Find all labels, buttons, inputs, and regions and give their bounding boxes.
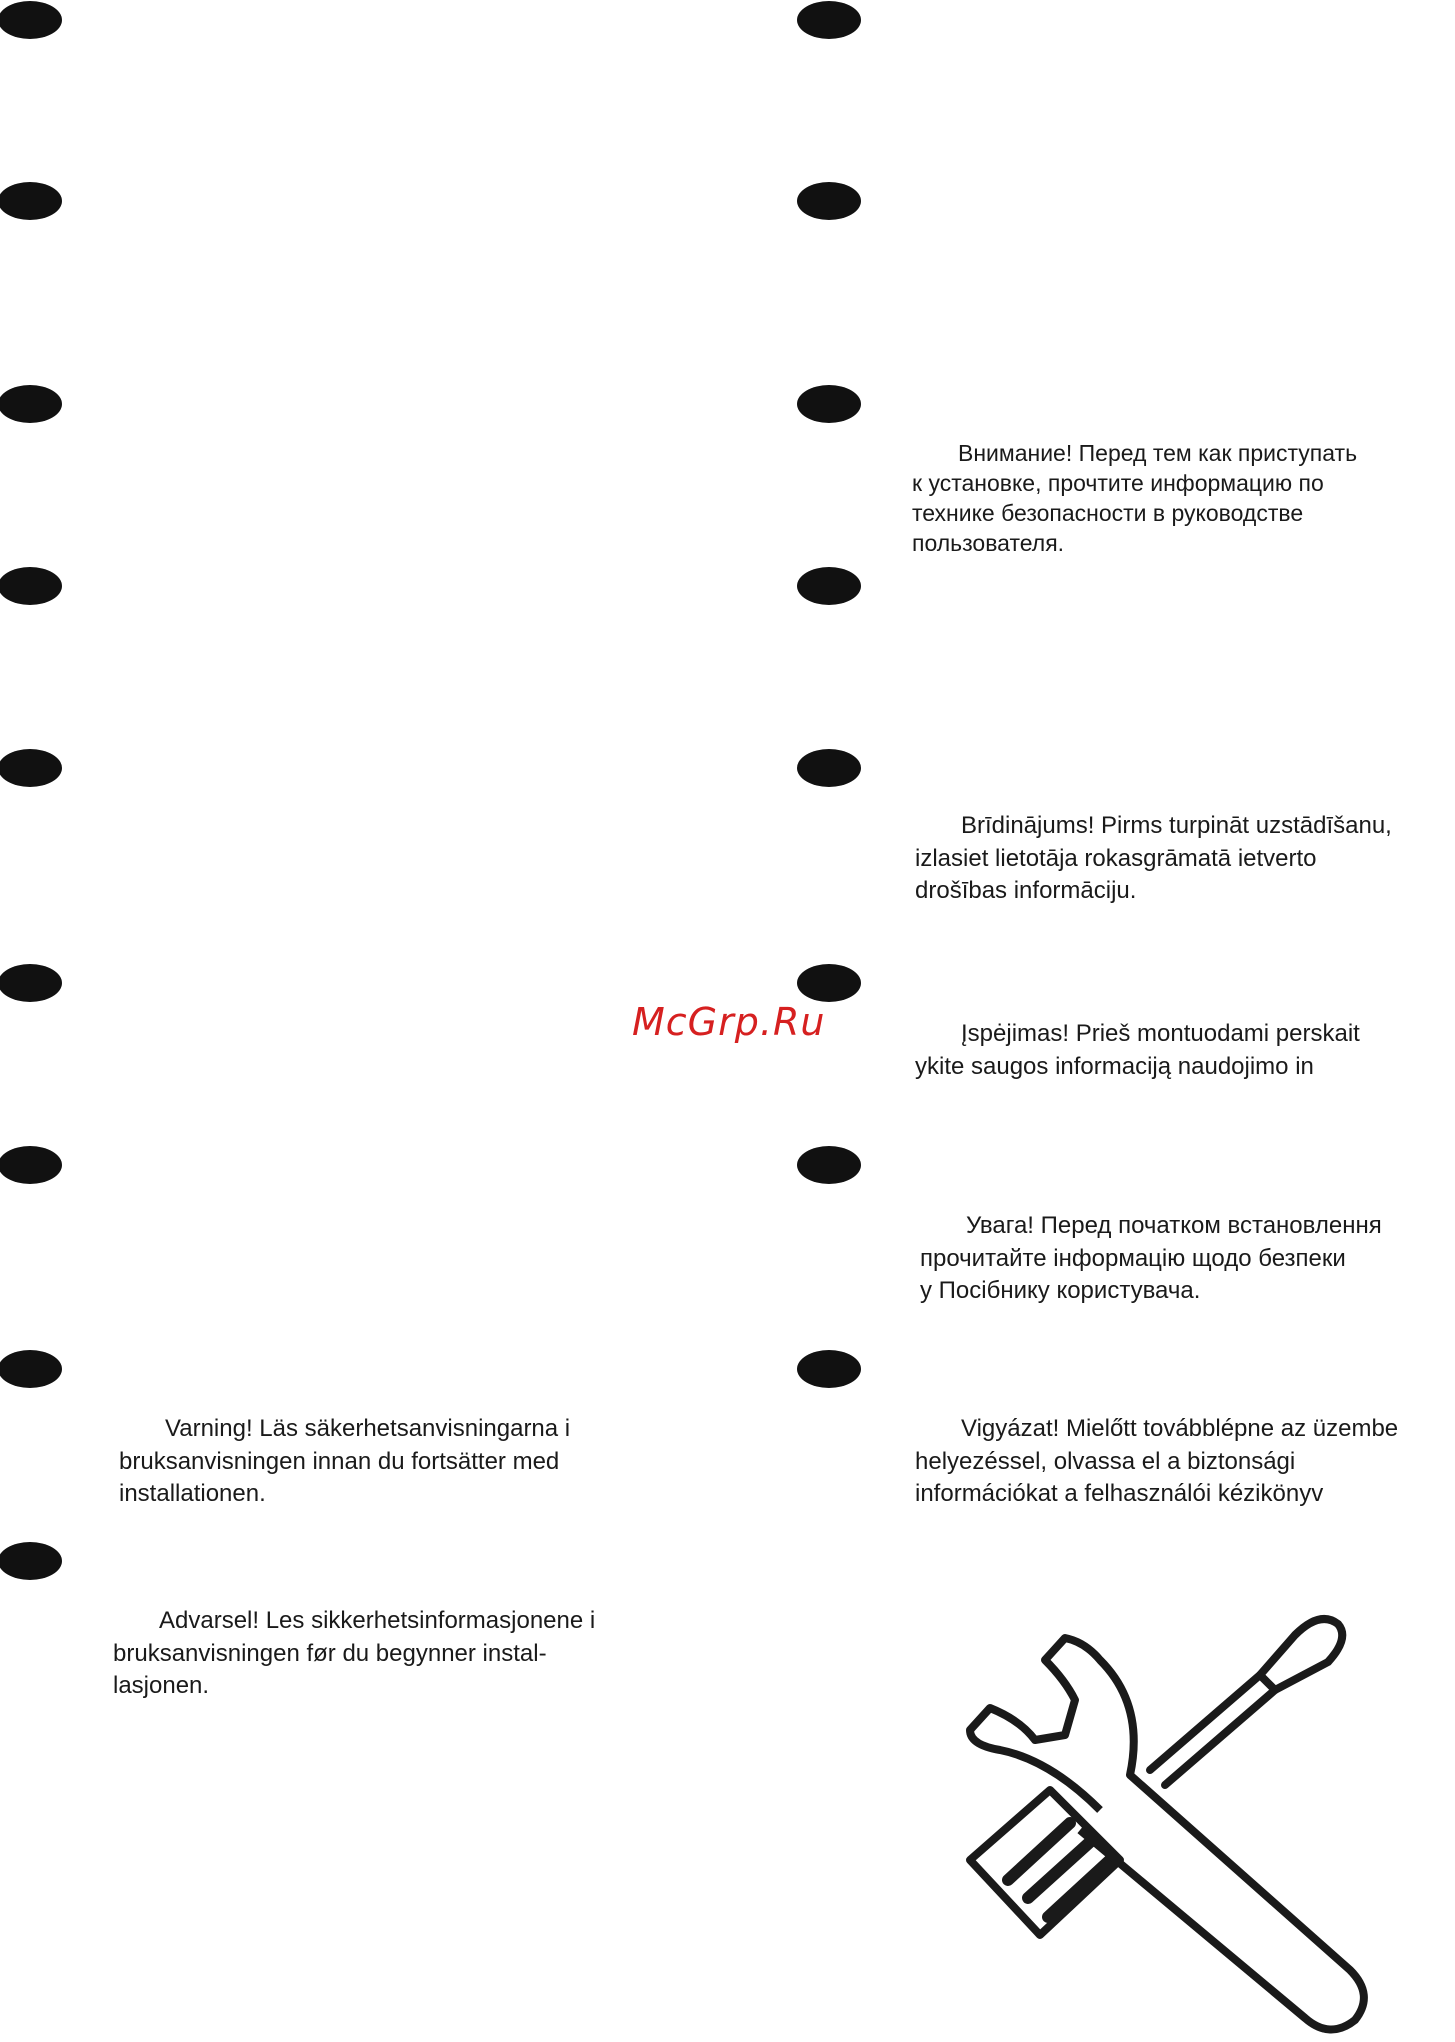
notice-line: Įspėjimas! Prieš montuodami perskait <box>961 1020 1360 1047</box>
language-marker-left-4 <box>0 567 62 605</box>
notice-line: у Посібнику користувача. <box>920 1277 1201 1304</box>
notice-line: Brīdinājums! Pirms turpināt uzstādīšanu, <box>961 812 1392 839</box>
notice-ukrainian <box>920 1210 1450 1308</box>
language-marker-left-7 <box>0 1146 62 1184</box>
notice-line: izlasiet lietotāja rokasgrāmatā ietverto <box>915 844 1317 872</box>
notice-line: пользователя. <box>912 530 1065 556</box>
notice-latvian <box>915 810 1445 908</box>
language-marker-left-1 <box>0 1 62 39</box>
language-marker-right-7 <box>797 1146 861 1184</box>
notice-line: lasjonen. <box>113 1672 210 1699</box>
notice-line: Advarsel! Les sikkerhetsinformasjonene i <box>159 1607 596 1634</box>
language-marker-left-8 <box>0 1350 62 1388</box>
notice-line: drošības informāciju. <box>915 877 1137 904</box>
notice-line: Внимание! Перед тем как приступать <box>958 440 1358 466</box>
notice-swedish <box>119 1413 659 1511</box>
notice-line: Varning! Läs säkerhetsanvisningarna i <box>165 1415 571 1442</box>
notice-lithuanian <box>915 1018 1445 1083</box>
language-marker-right-3 <box>797 385 861 423</box>
notice-line: installationen. <box>119 1480 266 1507</box>
wrench-icon <box>970 1638 1364 2030</box>
notice-line: прочитайте інформацію щодо безпеки <box>920 1244 1346 1272</box>
notice-russian <box>912 438 1407 558</box>
notice-norwegian <box>113 1605 653 1703</box>
notice-line: Vigyázat! Mielőtt továbblépne az üzembe <box>961 1415 1399 1442</box>
language-marker-right-2 <box>797 182 861 220</box>
notice-line: bruksanvisningen innan du fortsätter med <box>119 1447 560 1475</box>
language-marker-right-5 <box>797 749 861 787</box>
notice-line: технике безопасности в руководстве <box>912 500 1304 526</box>
notice-line: к установке, прочтите информацию по <box>912 470 1324 496</box>
watermark: McGrp.Ru <box>632 1000 826 1044</box>
notice-line: bruksanvisningen før du begynner instal- <box>113 1639 547 1667</box>
language-marker-left-6 <box>0 964 62 1002</box>
language-marker-right-8 <box>797 1350 861 1388</box>
language-marker-left-5 <box>0 749 62 787</box>
notice-line: információkat a felhasználói kézikönyv <box>915 1480 1324 1507</box>
notice-line: ykite saugos informaciją naudojimo in <box>915 1052 1314 1080</box>
language-marker-right-6 <box>797 964 861 1002</box>
language-marker-left-2 <box>0 182 62 220</box>
language-marker-left-3 <box>0 385 62 423</box>
language-marker-left-9 <box>0 1542 62 1580</box>
notice-hungarian <box>915 1413 1450 1511</box>
wrench-screwdriver-icon <box>930 1580 1450 2040</box>
notice-line: Увага! Перед початком встановлення <box>966 1212 1382 1239</box>
notice-line: helyezéssel, olvassa el a biztonsági <box>915 1447 1296 1475</box>
language-marker-right-1 <box>797 1 861 39</box>
language-marker-right-4 <box>797 567 861 605</box>
